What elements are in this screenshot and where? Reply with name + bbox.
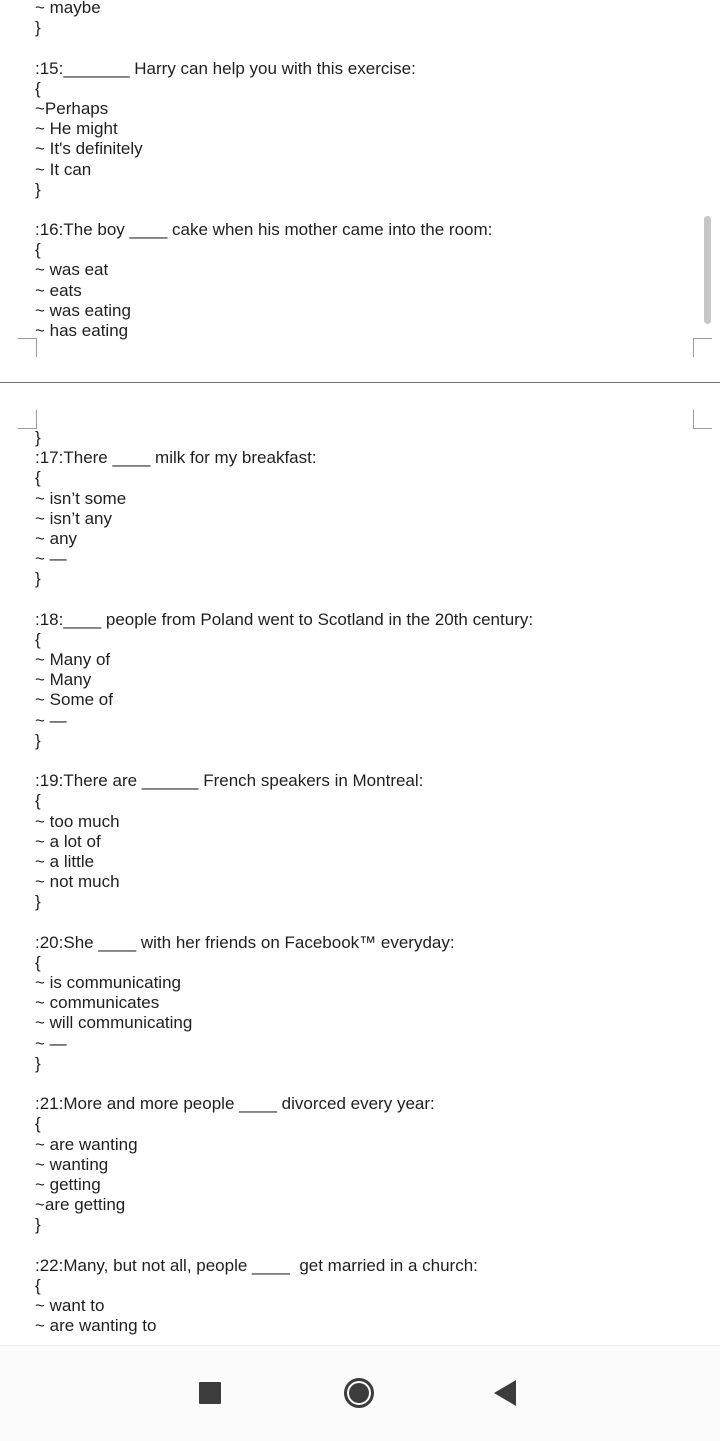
document-line: ~Perhaps	[35, 98, 109, 118]
document-line: ~ are wanting to	[35, 1316, 157, 1336]
document-line: {	[35, 240, 41, 260]
document-line	[35, 1074, 695, 1094]
document-line: {	[35, 1275, 41, 1295]
document-line: ~ not much	[35, 872, 120, 892]
document-line: :17:There ____ milk for my breakfast:	[35, 448, 317, 468]
document-line: ~ It can	[35, 159, 92, 179]
document-line: ~ are wanting	[35, 1134, 138, 1154]
document-line: :20:She ____ with her friends on Facebook™ everyday:	[35, 932, 455, 952]
page-corner-bottom-left	[18, 338, 37, 357]
document-line: {	[35, 1114, 41, 1134]
document-line: ~ maybe	[35, 0, 101, 17]
document-line: ~ will communicating	[35, 1013, 193, 1033]
document-line: ~ a little	[35, 851, 95, 871]
document-line: }	[35, 179, 41, 199]
back-button[interactable]	[483, 1371, 527, 1415]
document-line: }	[35, 730, 41, 750]
document-line: {	[35, 629, 41, 649]
document-line: ~ isn’t any	[35, 508, 113, 528]
document-line: ~ Some of	[35, 690, 113, 710]
document-line: ~ is communicating	[35, 973, 181, 993]
document-page-bottom[interactable]	[0, 383, 720, 1345]
document-line: }	[35, 428, 41, 447]
document-line: ~ —	[35, 1033, 67, 1053]
document-line: ~ a lot of	[35, 831, 101, 851]
circle-icon	[344, 1378, 374, 1408]
document-scrollbar[interactable]	[704, 216, 711, 324]
document-line: ~ was eat	[35, 260, 109, 280]
document-line: ~ wanting	[35, 1154, 109, 1174]
document-line: :16:The boy ____ cake when his mother came into the room:	[35, 220, 493, 240]
document-line: ~ was eating	[35, 300, 131, 320]
document-line: ~ has eating	[35, 321, 129, 340]
page-top-text	[35, 0, 695, 341]
document-line	[35, 751, 695, 771]
document-line: :15:_______ Harry can help you with this exercise:	[35, 58, 416, 78]
recents-button[interactable]	[188, 1371, 232, 1415]
document-page-top[interactable]	[0, 0, 720, 382]
document-line: :21:More and more people ____ divorced every year:	[35, 1094, 435, 1114]
document-line: {	[35, 468, 41, 488]
document-line	[35, 38, 695, 58]
document-line: ~ Many of	[35, 650, 111, 670]
document-line: }	[35, 892, 41, 912]
page-corner-top-right	[693, 410, 712, 429]
document-line	[35, 200, 695, 220]
document-line: ~ any	[35, 528, 78, 548]
document-line: ~ isn’t some	[35, 488, 127, 508]
document-line: ~are getting	[35, 1195, 126, 1215]
document-line: ~ It's definitely	[35, 139, 143, 159]
document-line: }	[35, 569, 41, 589]
page-corner-top-left	[18, 410, 37, 429]
document-line: {	[35, 78, 41, 98]
document-line: :22:Many, but not all, people ____ get married in a church:	[35, 1255, 478, 1275]
document-line: ~ communicates	[35, 993, 160, 1013]
document-line: ~ getting	[35, 1174, 101, 1194]
page-corner-bottom-right	[693, 338, 712, 357]
document-line	[35, 913, 695, 933]
triangle-back-icon	[494, 1380, 516, 1406]
document-line: }	[35, 1053, 41, 1073]
document-line: :19:There are ______ French speakers in Montreal:	[35, 771, 424, 791]
document-line: {	[35, 791, 41, 811]
document-line: }	[35, 1215, 41, 1235]
navigation-bar	[0, 1345, 720, 1441]
document-line: ~ —	[35, 710, 67, 730]
document-line: ~ want to	[35, 1296, 105, 1316]
document-line: }	[35, 18, 41, 38]
document-line: ~ —	[35, 549, 67, 569]
document-line: ~ Many	[35, 670, 92, 690]
document-line: ~ too much	[35, 811, 120, 831]
document-line: {	[35, 952, 41, 972]
document-line: ~ eats	[35, 280, 82, 300]
document-line	[35, 1236, 695, 1256]
document-line	[35, 590, 695, 610]
home-button[interactable]	[337, 1371, 381, 1415]
page-bottom-text	[35, 428, 695, 1336]
document-line: ~ He might	[35, 119, 118, 139]
document-line: :18:____ people from Poland went to Scotland in the 20th century:	[35, 609, 534, 629]
square-icon	[199, 1382, 221, 1404]
